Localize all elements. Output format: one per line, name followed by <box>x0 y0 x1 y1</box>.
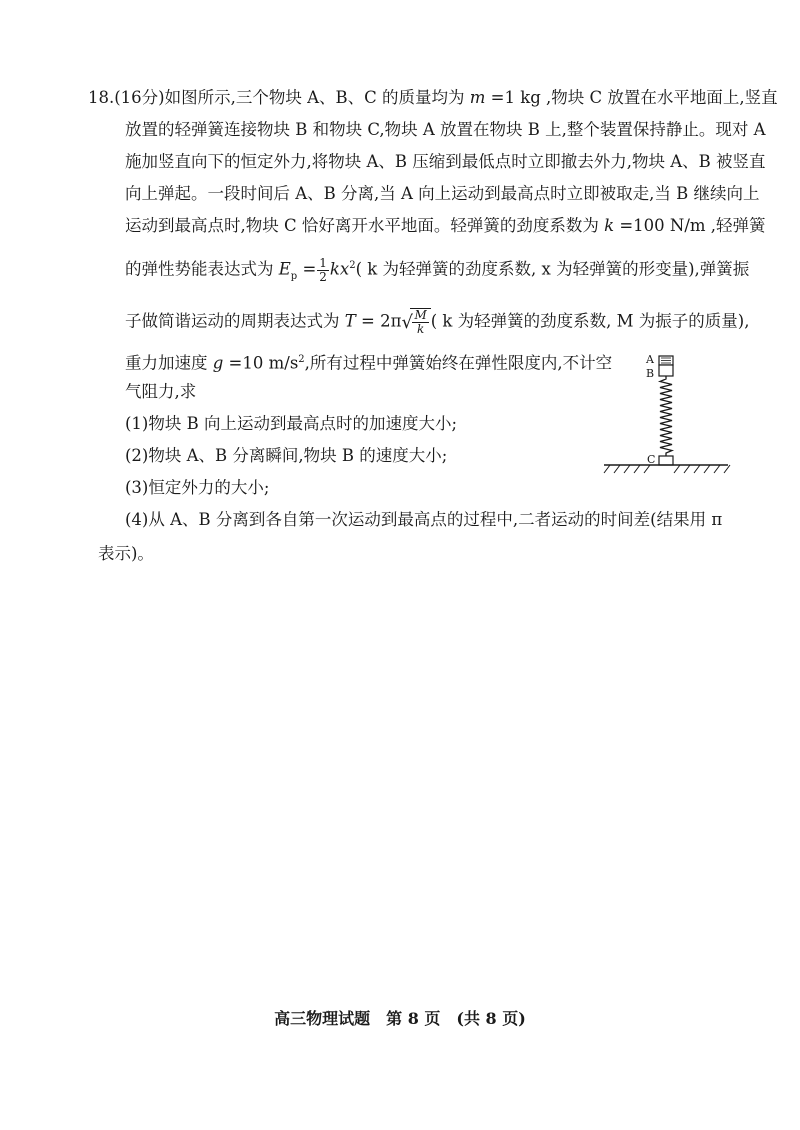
page-footer: 高三物理试题 第 8 页 (共 8 页) <box>274 1009 526 1028</box>
sub-question-1: (1)物块 B 向上运动到最高点时的加速度大小; <box>125 414 458 433</box>
period-line: 子做简谐运动的周期表达式为 T = 2π √ $\frac{M}{k}$ ( k 为轻弹簧的劲度系数, M 为振子的质量), <box>125 308 750 336</box>
spring-block-figure <box>596 346 736 476</box>
question-line-3: 施加竖直向下的恒定外力,将物块 A、B 压缩到最低点时立即撤去外力,物块 A、B 被竖直 <box>125 152 766 171</box>
spring-diagram <box>596 346 736 476</box>
question-line-1: 18.(16分)如图所示,三个物块 A、B、C 的质量均为 m =1 kg ,物块 C 放置在水平地面上,竖直 <box>88 88 778 107</box>
sub-question-3: (3)恒定外力的大小; <box>125 478 270 497</box>
sub-question-4: (4)从 A、B 分离到各自第一次运动到最高点的过程中,二者运动的时间差(结果用 π <box>125 510 723 529</box>
square-root <box>401 308 430 336</box>
question-line-2: 放置的轻弹簧连接物块 B 和物块 C,物块 A 放置在物块 B 上,整个装置保持静止。现对 A <box>125 120 766 139</box>
question-line-5: 运动到最高点时,物块 C 恰好离开水平地面。轻弹簧的劲度系数为 k =100 N/m ,轻弹簧 <box>125 216 766 235</box>
question-number: 18.(16分) <box>88 88 165 107</box>
question-line-4: 向上弹起。一段时间后 A、B 分离,当 A 向上运动到最高点时立即被取走,当 B 继续向上 <box>125 184 760 203</box>
question-intro-end: 气阻力,求 <box>125 382 197 401</box>
elastic-energy-line: 的弹性势能表达式为 $E_p$ = $\frac{1}{2}$ $kx^2$( k 为轻弹簧的劲度系数, x 为轻弹簧的形变量),弹簧振 <box>125 255 750 284</box>
gravity-line: 重力加速度 g =10 $m/s^2$,所有过程中弹簧始终在弹性限度内,不计空 <box>125 353 613 373</box>
spring <box>660 376 672 456</box>
label-b: B <box>646 367 655 380</box>
half-fraction: $\frac{1}{2}$ <box>319 255 327 284</box>
block-b <box>659 365 673 376</box>
label-a: A <box>646 353 654 366</box>
block-c <box>659 456 673 465</box>
m-over-k-fraction: $\frac{M}{k}$ <box>414 308 427 336</box>
sub-question-4-tail: 表示)。 <box>98 544 154 563</box>
label-c: C <box>647 453 656 466</box>
ground-hatch <box>604 465 730 473</box>
radical-sign-icon: √ <box>401 312 413 333</box>
sub-question-2: (2)物块 A、B 分离瞬间,物块 B 的速度大小; <box>125 446 448 465</box>
